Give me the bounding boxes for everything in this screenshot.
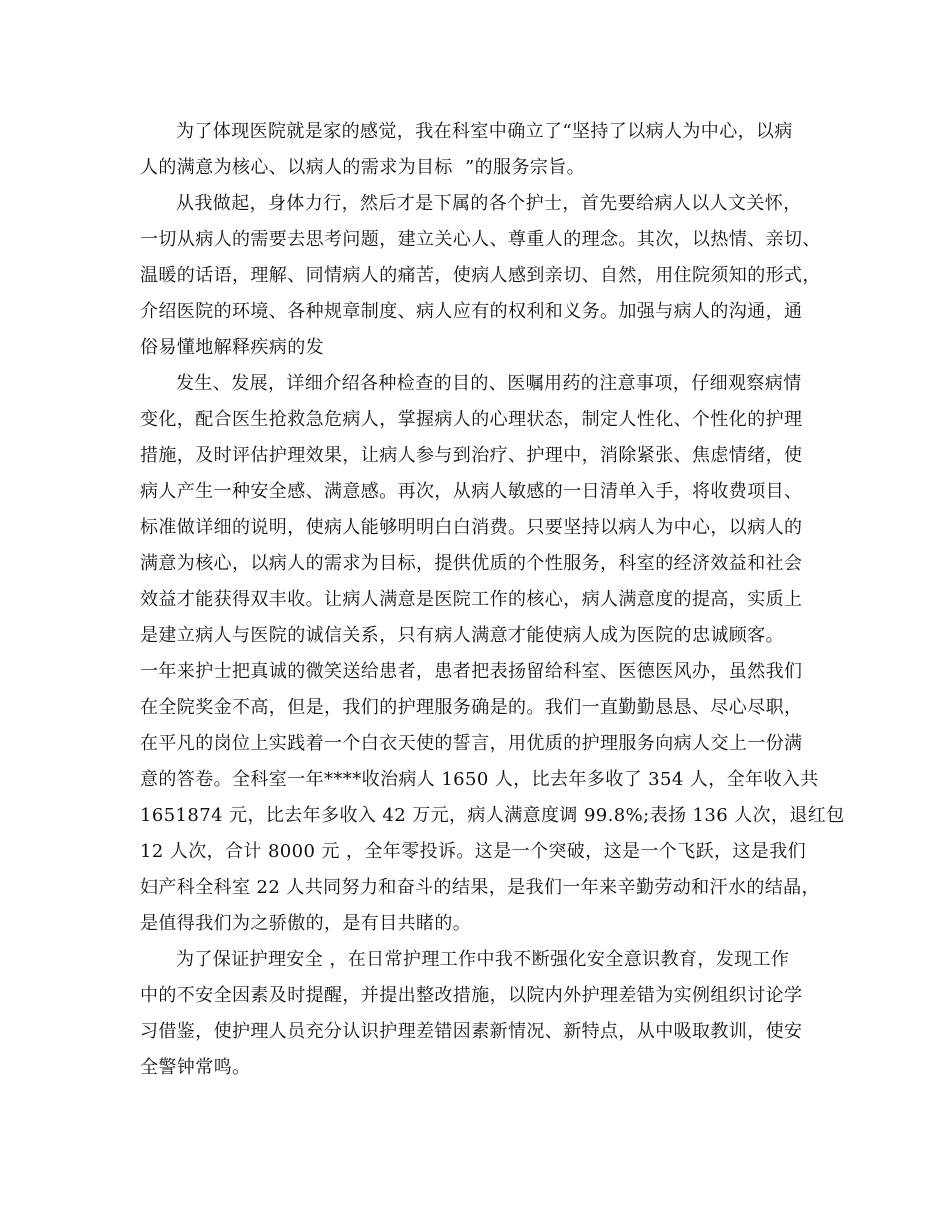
- text-line: 在平凡的岗位上实践着一个白衣天使的誓言，用优质的护理服务向病人交上一份满: [140, 733, 803, 754]
- text-line: 在全院奖金不高，但是，我们的护理服务确是的。我们一直勤勤恳恳、尽心尽职，: [140, 697, 803, 718]
- text-line: 一切从病人的需要去思考问题，建立关心人、尊重人的理念。其次，以热情、亲切、: [140, 229, 821, 250]
- text-line: 措施，及时评估护理效果，让病人参与到治疗、护理中，消除紧张、焦虑情绪，使: [140, 445, 803, 466]
- text-line: 介绍医院的环境、各种规章制度、病人应有的权利和义务。加强与病人的沟通，通: [140, 301, 803, 322]
- text-line: 习借鉴，使护理人员充分认识护理差错因素新情况、新特点，从中吸取教训，使安: [140, 1021, 803, 1042]
- text-line: 人的满意为核心、以病人的需求为目标 ”的服务宗旨。: [140, 157, 586, 178]
- text-line: 变化，配合医生抢救急危病人，掌握病人的心理状态，制定人性化、个性化的护理: [140, 409, 803, 430]
- text-line: 是建立病人与医院的诚信关系，只有病人满意才能使病人成为医院的忠诚顾客。: [140, 625, 784, 646]
- text-line: 1651874 元，比去年多收入 42 万元，病人满意度调 99.8%;表扬 136 人次，退红包: [140, 805, 845, 826]
- text-line: 意的答卷。全科室一年****收治病人 1650 人，比去年多收了 354 人，全年收入共: [140, 769, 819, 790]
- text-line: 中的不安全因素及时提醒，并提出整改措施，以院内外护理差错为实例组织讨论学: [140, 985, 803, 1006]
- text-line: 从我做起，身体力行，然后才是下属的各个护士，首先要给病人以人文关怀，: [176, 193, 802, 214]
- text-line: 为了保证护理安全 ，在日常护理工作中我不断强化安全意识教育，发现工作: [176, 949, 790, 970]
- text-line: 全警钟常鸣。: [140, 1057, 251, 1078]
- text-line: 标准做详细的说明，使病人能够明明白白消费。只要坚持以病人为中心，以病人的: [140, 517, 803, 538]
- text-line: 病人产生一种安全感、满意感。再次，从病人敏感的一日清单入手，将收费项目、: [140, 481, 803, 502]
- text-line: 温暖的话语，理解、同情病人的痛苦，使病人感到亲切、自然，用住院须知的形式，: [140, 265, 821, 286]
- text-line: 妇产科全科室 22 人共同努力和奋斗的结果，是我们一年来辛勤劳动和汗水的结晶，: [140, 877, 820, 898]
- text-line: 是值得我们为之骄傲的，是有目共睹的。: [140, 913, 472, 934]
- text-line: 效益才能获得双丰收。让病人满意是医院工作的核心，病人满意度的提高，实质上: [140, 589, 803, 610]
- text-line: 为了体现医院就是家的感觉，我在科室中确立了“坚持了以病人为中心，以病: [176, 121, 793, 142]
- text-line: 满意为核心，以病人的需求为目标，提供优质的个性服务，科室的经济效益和社会: [140, 553, 803, 574]
- text-line: 俗易懂地解释疾病的发: [140, 337, 324, 358]
- text-line: 发生、发展，详细介绍各种检查的目的、医嘱用药的注意事项，仔细观察病情: [176, 373, 802, 394]
- text-line: 12 人次，合计 8000 元 ，全年零投诉。这是一个突破，这是一个飞跃，这是我们: [140, 841, 806, 862]
- text-line: 一年来护士把真诚的微笑送给患者，患者把表扬留给科室、医德医风办，虽然我们: [140, 661, 803, 682]
